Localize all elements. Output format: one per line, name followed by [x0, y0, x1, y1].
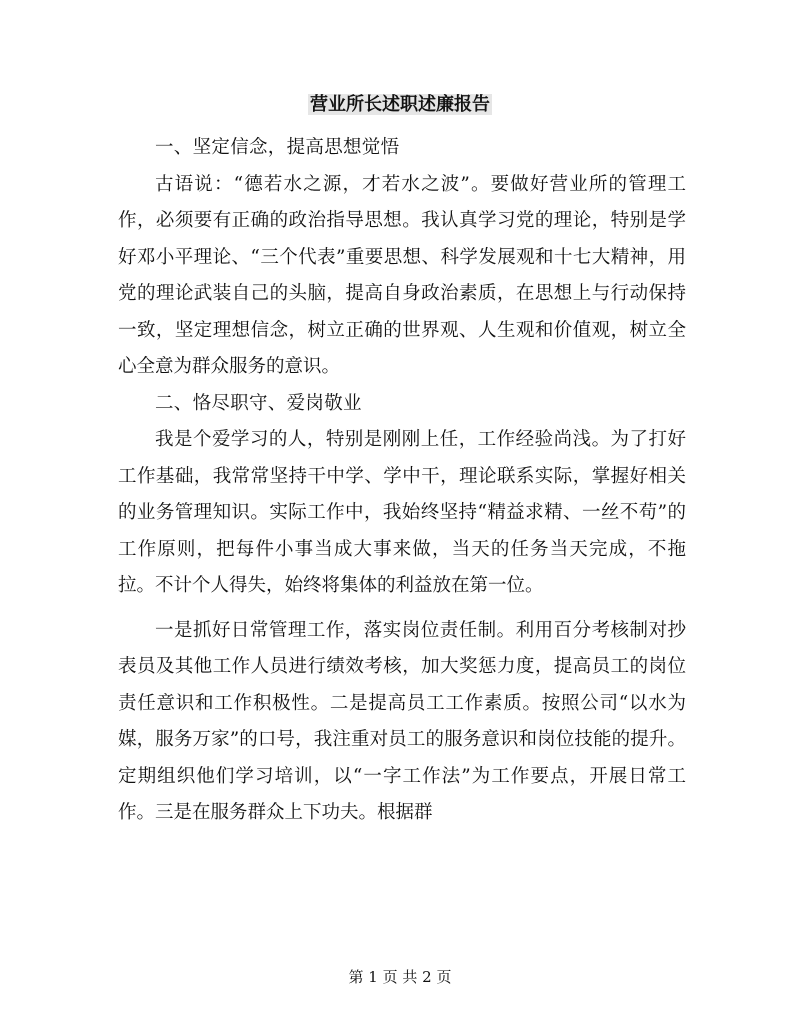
paragraph-1: 古语说：“德若水之源，才若水之波”。要做好营业所的管理工作，必须要有正确的政治指导思想。我认真学习党的理论，特别是学好邓小平理论、“三个代表”重要思想、科学发展观和十七大精神，用党的理论武装自己的头脑，提高自身政治素质，在思想上与行动保持一致，坚定理想信念，树立正确的世界观、人生观和价值观，树立全心全意为群众服务的意识。 [118, 173, 686, 377]
paragraph-3: 一是抓好日常管理工作，落实岗位责任制。利用百分考核制对抄表员及其他工作人员进行绩效考核，加大奖惩力度，提高员工的岗位责任意识和工作积极性。二是提高员工工作素质。按照公司“以水为媒，服务万家”的口号，我注重对员工的服务意识和岗位技能的提升。定期组织他们学习培训，以“一字工作法”为工作要点，开展日常工作。三是在服务群众上下功夫。根据群 [118, 619, 686, 823]
document-body [118, 130, 686, 832]
document-title [0, 92, 800, 118]
document-title-text: 营业所长述职述廉报告 [310, 94, 490, 115]
section-heading-1: 一、坚定信念，提高思想觉悟 [155, 137, 400, 158]
section-heading-2: 二、恪尽职守、爱岗敬业 [155, 392, 362, 414]
paragraph-2: 我是个爱学习的人，特别是刚刚上任，工作经验尚浅。为了打好工作基础，我常常坚持干中学、学中干，理论联系实际，掌握好相关的业务管理知识。实际工作中，我始终坚持“精益求精、一丝不苟”的工作原则，把每件小事当成大事来做，当天的任务当天完成，不拖拉。不计个人得失，始终将集体的利益放在第一位。 [118, 429, 686, 596]
page-footer: 第 1 页 共 2 页 [348, 968, 452, 986]
